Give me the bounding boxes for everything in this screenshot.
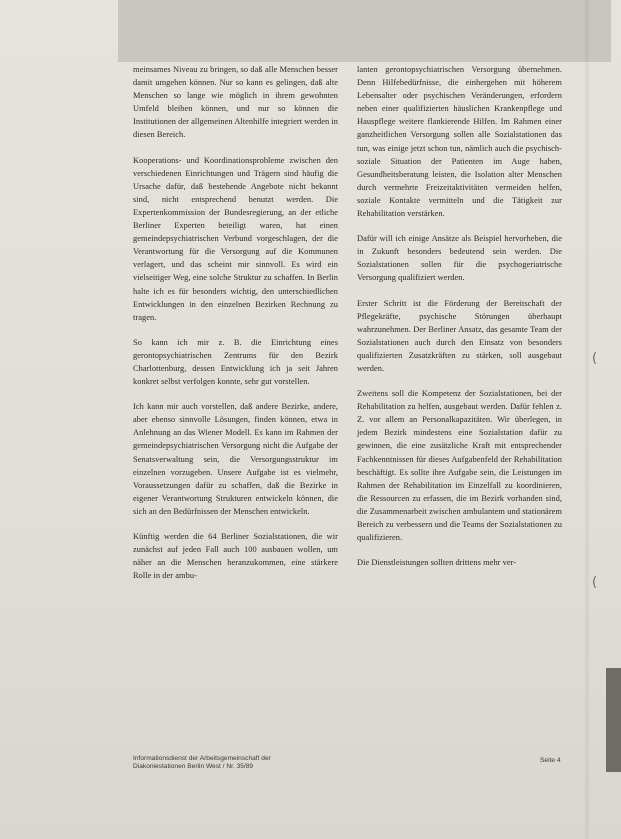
paragraph: Dafür will ich einige Ansätze als Beispiel hervorheben, die in Zukunft besonders bedeutend sein werden. Die Sozialstationen sollen für die psychogeriatrische Versorgung qualifiziert werden. xyxy=(357,234,562,283)
margin-bracket-mark: ( xyxy=(592,575,598,590)
paragraph: Ich kann mir auch vorstellen, daß andere Bezirke, andere, aber ebenso sinnvolle Lösungen, finden können, etwa in Anlehnung an das Wiener Modell. Es kann im Rahmen der gemeindepsychiatrischen Versorgung nicht die Aufgabe der Senatsverwaltung sein, die Versorgungsstruktur im einzelnen vorzugeben. Unsere Aufgabe ist es vielmehr, Voraussetzungen dafür zu schaffen, daß die Bezirke in eigener Verantwortung Strukturen entwickeln können, die sich an den Bedürfnissen der Menschen entwickeln. xyxy=(133,402,338,516)
margin-bracket-mark: ( xyxy=(592,351,598,366)
paragraph: Kooperations- und Koordinationsprobleme zwischen den verschiedenen Einrichtungen und Trägern sind häufig die Ursache dafür, daß bestehende Angebote nicht bekannt sind, nicht entsprechend benutzt werden. Die Expertenkommission der Bundesregierung, an der etliche Berliner Experten beteiligt waren, hat einen gemeindepsychiatrischen Verbund vorgeschlagen, der die Verantwortung für die Versorgung auf die Kommunen verlagert, und das scheint mir sinnvoll. Es wird ein vielseitiger Weg, eine solche Struktur zu schaffen. In Berlin halte ich es für besonders wichtig, den unterschiedlichen Entwicklungen in den einzelnen Bezirken Rechnung zu tragen. xyxy=(133,155,338,322)
paragraph: Zweitens soll die Kompetenz der Sozialstationen, bei der Rehabilitation zu helfen, ausgebaut werden. Dafür fehlen z. Z. vor allem an Personalkapazitäten. Wir überlegen, in jedem Bezirk mindestens eine Sozialstation dafür zu gewinnen, die eine zusätzliche Kraft mit entsprechender Fachkenntnissen für dieses Aufgabenfeld der Rehabilitation beschäftigt. Es sollte ihre Aufgabe sein, die Leistungen im Rahmen der Rehabilitation im Einzelfall zu koordinieren, die Ressourcen zu erfassen, die im Bezirk vorhanden sind, die Zusammenarbeit zwischen ambulantem und stationärem Bereich zu verbessern und die Teams der Sozialstationen zu qualifizieren. xyxy=(357,389,562,543)
right-text-column xyxy=(357,63,562,581)
page-number: Seite 4 xyxy=(540,757,561,764)
top-grey-band xyxy=(118,0,611,62)
paragraph: Erster Schritt ist die Förderung der Bereitschaft der Pflegekräfte, psychische Störungen überhaupt wahrzunehmen. Der Berliner Ansatz, das gesamte Team der Sozialstationen auch durch den Einsatz von besonders qualifizierten Zusatzkräften zu stärken, soll ausgebaut werden. xyxy=(357,298,562,373)
paragraph: meinsames Niveau zu bringen, so daß alle Menschen besser damit umgehen können. Nur so kann es gelingen, daß alte Menschen so lange wie möglich in ihrem gewohnten Umfeld bleiben können, und nur so können die Institutionen der allgemeinen Altenhilfe integriert werden in diesen Bereich. xyxy=(133,65,338,140)
footer-line: Diakoniestationen Berlin West / Nr. 35/89 xyxy=(133,763,254,771)
footer-line: Informationsdienst der Arbeitsgemeinschaft der xyxy=(133,755,271,762)
page-crease-shadow xyxy=(584,0,590,839)
paragraph: Künftig werden die 64 Berliner Sozialstationen, die wir zunächst auf jeden Fall auch 100 ausbauen wollen, um näher an die Menschen heranzukommen, eine stärkere Rolle in der ambu- xyxy=(133,532,338,581)
paragraph: Die Dienstleistungen sollten drittens mehr ver- xyxy=(357,558,517,568)
left-text-column xyxy=(133,63,338,594)
footer-publication-info xyxy=(133,755,353,772)
paragraph: So kann ich mir z. B. die Einrichtung eines gerontopsychiatrischen Zentrums für den Bezirk Charlottenburg, dessen Entwicklung ich ja seit Jahren konkret selbst verfolgen konnte, sehr gut vorstellen. xyxy=(133,337,338,387)
right-edge-tab xyxy=(606,668,621,772)
paragraph: lanten gerontopsychiatrischen Versorgung übernehmen. Denn Hilfebedürfnisse, die einhergehen mit höherem Lebensalter oder psychischen Veränderungen, erfordern neben einer qualifizierten häuslichen Krankenpflege und Hauspflege weitere flankierende Hilfen. Im Rahmen einer ganzheitlichen Versorgung sollen alle Sozialstationen das tun, was einige jetzt schon tun, nämlich auch die psychisch-soziale Situation der Patienten im Auge haben, Gesundheitsberatung leisten, die Isolation alter Menschen durch vermehrte Freizeitaktivitäten vermeiden helfen, soziale Kontakte vermitteln und die Tätigkeit zur Rehabilitation verstärken. xyxy=(357,65,562,219)
